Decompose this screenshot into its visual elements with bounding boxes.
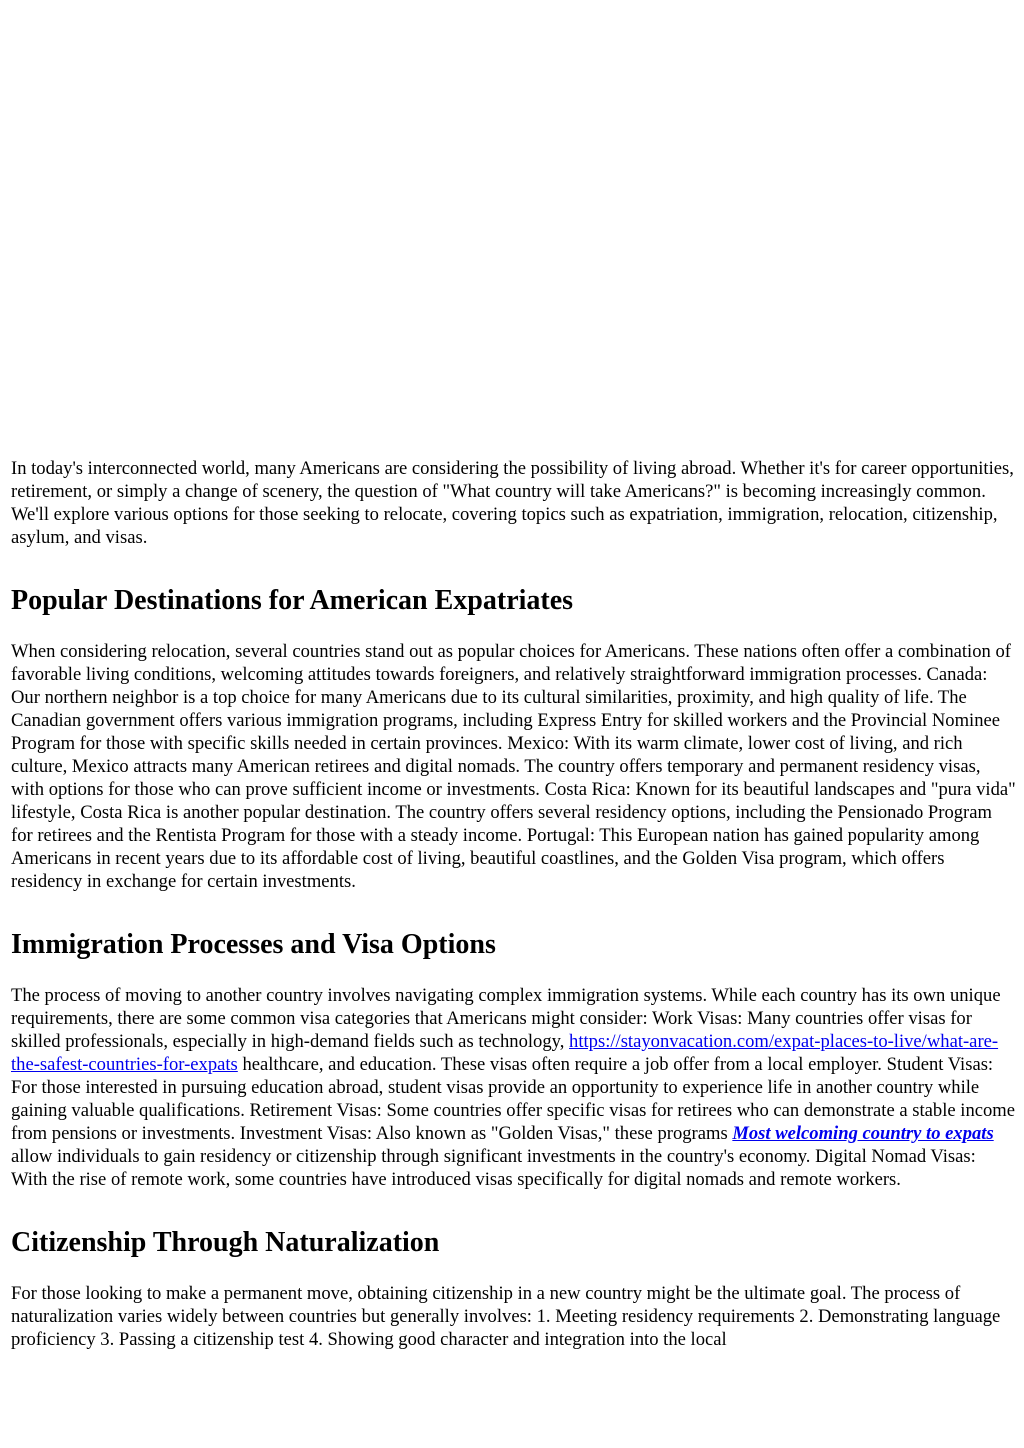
intro-paragraph: In today's interconnected world, many Americans are considering the possibility of living abroad. Whether it's for career opportunities, retirement, or simply a change of scenery, the question of "What country will take Americans?" is becoming increasingly common. We'll explore various options for those seeking to relocate, covering topics such as expatriation, immigration, relocation, citizenship, asylum, and visas. <box>11 458 1014 548</box>
citizenship-paragraph: For those looking to make a permanent move, obtaining citizenship in a new country might be the ultimate goal. The process of naturalization varies widely between countries but generally involves: 1. Meeting residency requirements 2. Demonstrating language proficiency 3. Passing a citizenship test 4. Showing good character and integration into the local <box>11 1283 1001 1350</box>
immigration-text-part1: The process of moving to another country involves navigating complex immigration systems. While each country has its own unique requirements, there are some common visa categories that Americans might consider: Work Visas: Many countries offer visas for skilled professionals, especially in high-demand fields such as technology, <box>11 985 1001 1052</box>
popular-destinations-paragraph: When considering relocation, several countries stand out as popular choices for Americans. These nations often offer a combination of favorable living conditions, welcoming attitudes towards foreigners, and relatively straightforward immigration processes. Canada: Our northern neighbor is a top choice for many Americans due to its cultural similarities, proximity, and high quality of life. The Canadian government offers various immigration programs, including Express Entry for skilled workers and the Provincial Nominee Program for those with specific skills needed in certain provinces. Mexico: With its warm climate, lower cost of living, and rich culture, Mexico attracts many American retirees and digital nomads. The country offers temporary and permanent residency visas, with options for those who can prove sufficient income or investments. Costa Rica: Known for its beautiful landscapes and "pura vida" lifestyle, Costa Rica is another popular destination. The country offers several residency options, including the Pensionado Program for retirees and the Rentista Program for those with a steady income. Portugal: This European nation has gained popularity among Americans in recent years due to its affordable cost of living, beautiful coastlines, and the Golden Visa program, which offers residency in exchange for certain investments. <box>11 641 1016 892</box>
immigration-text-part3: allow individuals to gain residency or citizenship through significant investments in the country's economy. Digital Nomad Visas: With the rise of remote work, some countries have introduced visas specifically for digital nomads and remote workers. <box>11 1146 976 1190</box>
immigration-text-part2: healthcare, and education. These visas often require a job offer from a local employer. Student Visas: For those interested in pursuing education abroad, student visas provide an opportunity to experience life in another country while gaining valuable qualifications. Retirement Visas: Some countries offer specific visas for retirees who can demonstrate a stable income from pensions or investments. Investment Visas: Also known as "Golden Visas," these programs <box>11 1054 1016 1144</box>
heading-citizenship-naturalization: Citizenship Through Naturalization <box>11 1227 440 1258</box>
immigration-paragraph <box>11 984 1016 1191</box>
heading-immigration-processes: Immigration Processes and Visa Options <box>11 929 496 960</box>
blank-header-area <box>11 0 1016 457</box>
most-welcoming-country-link[interactable]: Most welcoming country to expats <box>732 1123 994 1144</box>
heading-popular-destinations: Popular Destinations for American Expatriates <box>11 585 574 616</box>
safest-countries-link[interactable]: https://stayonvacation.com/expat-places-to-live/what-are-the-safest-countries-for-expats <box>11 1031 999 1075</box>
